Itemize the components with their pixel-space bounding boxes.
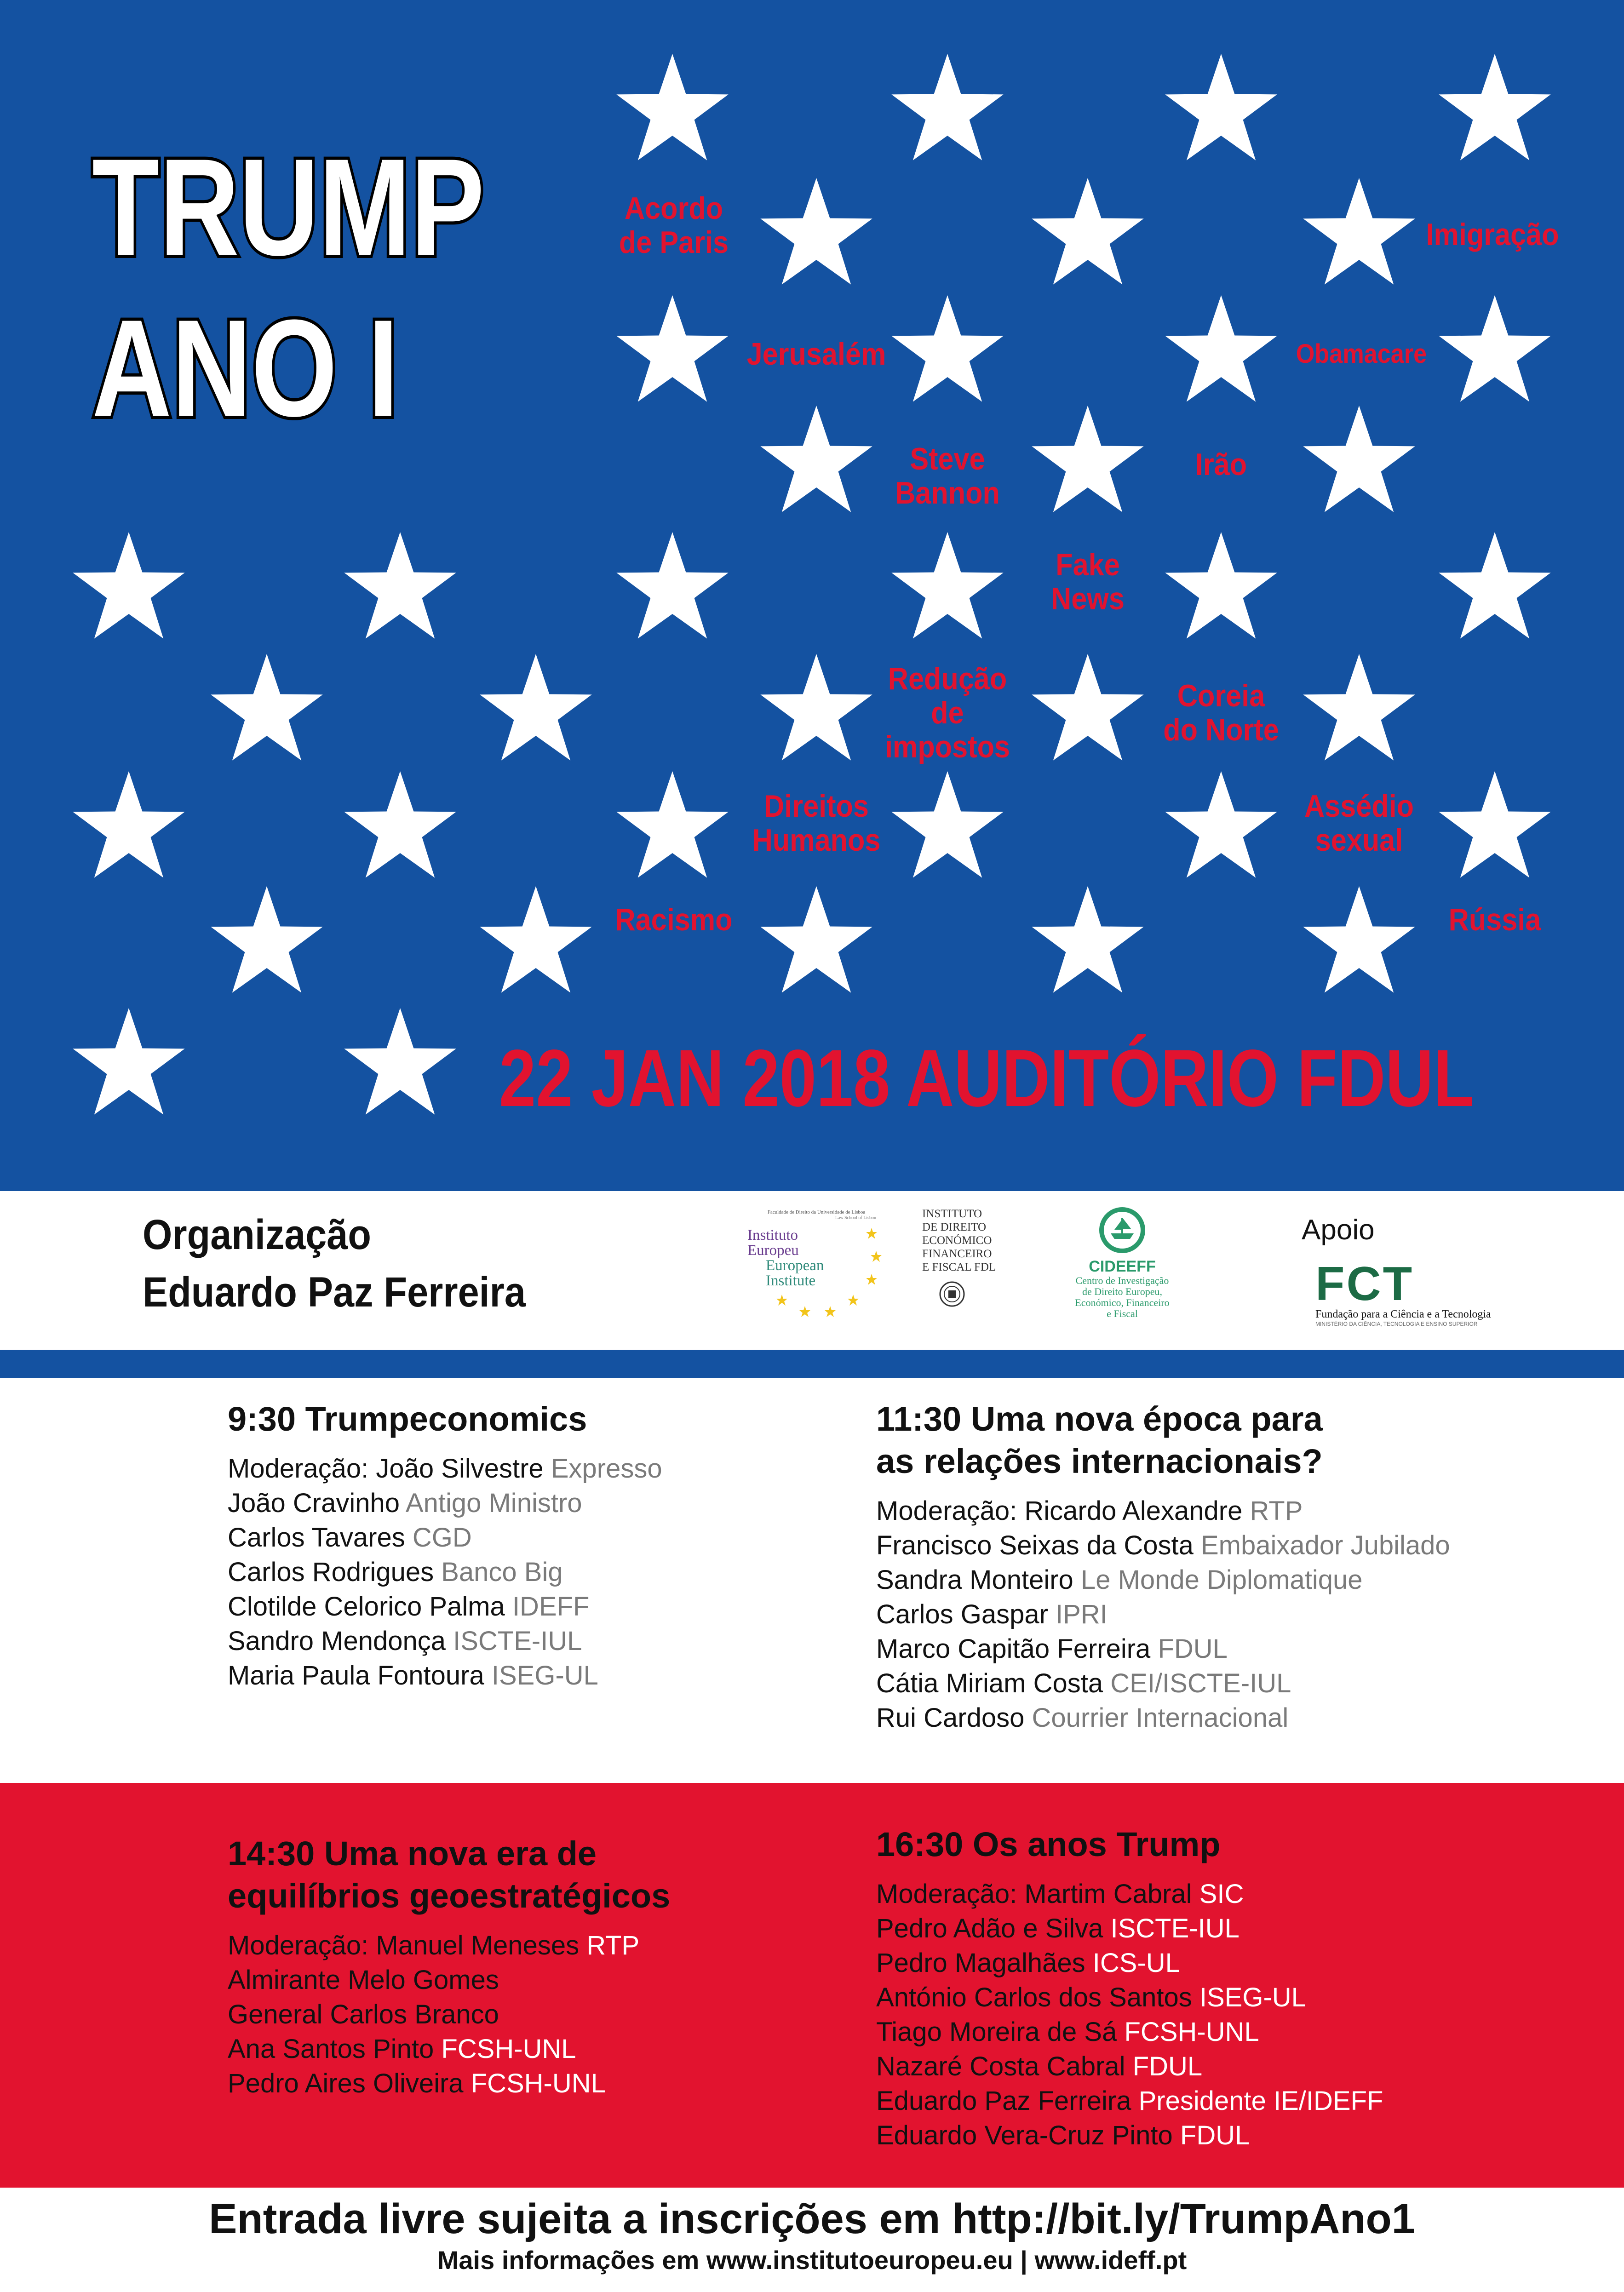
speaker-row: Maria Paula Fontoura ISEG-UL bbox=[228, 1661, 598, 1690]
star-icon bbox=[760, 886, 872, 993]
registration-info: Entrada livre sujeita a inscrições em http://bit.ly/TrumpAno1 bbox=[209, 2195, 1415, 2242]
speaker-row: João Cravinho Antigo Ministro bbox=[228, 1488, 582, 1518]
star-icon bbox=[1303, 178, 1415, 285]
speaker-row: General Carlos Branco bbox=[228, 2000, 499, 2029]
speaker-row: Eduardo Vera-Cruz Pinto FDUL bbox=[876, 2120, 1250, 2150]
instituto-europeu-logo bbox=[747, 1209, 885, 1329]
speaker-row: Ana Santos Pinto FCSH-UNL bbox=[228, 2034, 576, 2064]
star-icon bbox=[73, 771, 184, 878]
topic-label: Obamacare bbox=[1296, 339, 1427, 369]
ideff-logo bbox=[922, 1207, 1000, 1331]
ideff-logo-line: E FISCAL FDL bbox=[922, 1261, 996, 1273]
star-icon bbox=[1165, 54, 1277, 160]
ideff-logo-line: FINANCEIRO bbox=[922, 1248, 992, 1260]
speaker-row: Carlos Tavares CGD bbox=[228, 1523, 472, 1553]
star-icon bbox=[1439, 54, 1550, 160]
cideeff-line: Económico, Financeiro bbox=[1075, 1297, 1170, 1308]
star-icon bbox=[1032, 886, 1143, 993]
ideff-logo-line: ECONÓMICO bbox=[922, 1234, 992, 1247]
topic-label: Fake News bbox=[1051, 547, 1125, 616]
ie-logo-line: Europeu bbox=[747, 1242, 799, 1259]
session-title-line: as relações internacionais? bbox=[876, 1442, 1323, 1480]
organizer-name: Eduardo Paz Ferreira bbox=[143, 1269, 526, 1316]
fct-logo bbox=[1315, 1257, 1509, 1327]
session-title-line: 11:30 Uma nova época para bbox=[876, 1400, 1323, 1438]
star-icon bbox=[1165, 532, 1277, 639]
star-icon bbox=[73, 532, 184, 639]
speaker-row: Francisco Seixas da Costa Embaixador Jubilado bbox=[876, 1530, 1450, 1560]
topic-label: Assédio sexual bbox=[1304, 789, 1414, 858]
session-trumpeconomics bbox=[228, 1398, 662, 1693]
ideff-logo-line: DE DIREITO bbox=[922, 1221, 987, 1233]
speaker-row: Pedro Magalhães ICS-UL bbox=[876, 1948, 1180, 1978]
session-title: 9:30 Trumpeconomics bbox=[228, 1400, 587, 1438]
fct-ministry: MINISTÉRIO DA CIÊNCIA, TECNOLOGIA E ENSINO SUPERIOR bbox=[1315, 1321, 1478, 1327]
topic-label: Jerusalém bbox=[746, 337, 886, 372]
speaker-row: Pedro Adão e Silva ISCTE-IUL bbox=[876, 1914, 1240, 1943]
star-icon bbox=[344, 532, 456, 639]
star-icon bbox=[616, 295, 728, 402]
star-icon bbox=[73, 1008, 184, 1115]
star-icon bbox=[1165, 295, 1277, 402]
speaker-row: Carlos Gaspar IPRI bbox=[876, 1599, 1108, 1629]
star-icon bbox=[760, 406, 872, 512]
topic-label: Coreia do Norte bbox=[1163, 678, 1279, 747]
support-label: Apoio bbox=[1302, 1214, 1375, 1246]
star-icon bbox=[891, 295, 1003, 402]
ie-logo-top: Faculdade de Direito da Universidade de Lisboa bbox=[767, 1209, 866, 1215]
speaker-row: Moderação: Manuel Meneses RTP bbox=[228, 1931, 640, 1960]
topic-label: Irão bbox=[1195, 447, 1247, 482]
star-icon bbox=[344, 771, 456, 878]
star-icon bbox=[891, 771, 1003, 878]
star-icon bbox=[1032, 654, 1143, 761]
seal-icon bbox=[938, 1280, 966, 1308]
session-relacoes-internacionais bbox=[876, 1398, 1450, 1735]
speaker-row: António Carlos dos Santos ISEG-UL bbox=[876, 1983, 1306, 2012]
cideeff-name: CIDEEFF bbox=[1089, 1258, 1156, 1275]
ie-eu-stars-icon bbox=[747, 1209, 885, 1329]
star-icon bbox=[616, 771, 728, 878]
ship-emblem-icon bbox=[1097, 1205, 1148, 1255]
topic-label: Redução de impostos bbox=[884, 661, 1010, 764]
ideff-logo-line: INSTITUTO bbox=[922, 1208, 982, 1220]
speaker-row: Marco Capitão Ferreira FDUL bbox=[876, 1634, 1228, 1664]
star-icon bbox=[480, 886, 591, 993]
session-title-line: equilíbrios geoestratégicos bbox=[228, 1877, 671, 1915]
topic-label: Direitos Humanos bbox=[752, 789, 881, 858]
speaker-row: Rui Cardoso Courrier Internacional bbox=[876, 1703, 1289, 1733]
speaker-row: Nazaré Costa Cabral FDUL bbox=[876, 2051, 1203, 2081]
star-icon bbox=[616, 532, 728, 639]
speaker-row: Moderação: Ricardo Alexandre RTP bbox=[876, 1496, 1303, 1526]
topic-label: Racismo bbox=[615, 902, 733, 937]
speaker-row: Almirante Melo Gomes bbox=[228, 1965, 499, 1995]
organization-label: Organização bbox=[143, 1211, 371, 1258]
topic-label: Acordo de Paris bbox=[619, 191, 729, 260]
cideeff-line: de Direito Europeu, bbox=[1082, 1286, 1163, 1297]
star-icon bbox=[1303, 886, 1415, 993]
fct-acronym: FCT bbox=[1315, 1257, 1414, 1311]
topic-label: Imigração bbox=[1426, 217, 1559, 252]
star-icon bbox=[760, 178, 872, 285]
star-icon bbox=[891, 532, 1003, 639]
star-icon bbox=[1303, 406, 1415, 512]
star-icon bbox=[480, 654, 591, 761]
star-icon bbox=[1032, 178, 1143, 285]
speaker-row: Sandro Mendonça ISCTE-IUL bbox=[228, 1626, 582, 1656]
speaker-row: Eduardo Paz Ferreira Presidente IE/IDEFF bbox=[876, 2086, 1383, 2116]
cideeff-line: e Fiscal bbox=[1107, 1308, 1138, 1319]
star-icon bbox=[211, 886, 322, 993]
speaker-row: Pedro Aires Oliveira FCSH-UNL bbox=[228, 2069, 606, 2098]
ie-logo-line: European bbox=[766, 1257, 824, 1274]
speaker-row: Cátia Miriam Costa CEI/ISCTE-IUL bbox=[876, 1668, 1291, 1698]
star-icon bbox=[1165, 771, 1277, 878]
star-icon bbox=[1439, 532, 1550, 639]
star-icon bbox=[616, 54, 728, 160]
cideeff-line: Centro de Investigação bbox=[1075, 1275, 1169, 1286]
fct-name: Fundação para a Ciência e a Tecnologia bbox=[1315, 1308, 1491, 1320]
star-icon bbox=[1439, 295, 1550, 402]
blue-stripe bbox=[0, 1350, 1624, 1378]
speaker-row: Moderação: João Silvestre Expresso bbox=[228, 1454, 662, 1484]
more-info: Mais informações em www.institutoeuropeu.eu | www.ideff.pt bbox=[437, 2246, 1187, 2275]
title-line-2: ANO I bbox=[92, 291, 399, 445]
session-title-line: 14:30 Uma nova era de bbox=[228, 1834, 597, 1873]
speaker-row: Carlos Rodrigues Banco Big bbox=[228, 1557, 563, 1587]
ie-logo-line: Instituto bbox=[747, 1227, 798, 1243]
cideeff-logo bbox=[1053, 1205, 1191, 1334]
star-icon bbox=[344, 1008, 456, 1115]
speaker-row: Tiago Moreira de Sá FCSH-UNL bbox=[876, 2017, 1259, 2047]
session-geoestrategicos bbox=[228, 1833, 670, 2101]
star-icon bbox=[1439, 771, 1550, 878]
ie-logo-line: Institute bbox=[766, 1272, 816, 1289]
ie-logo-sub: Law School of Lisbon bbox=[835, 1215, 876, 1220]
star-icon bbox=[891, 54, 1003, 160]
session-anos-trump bbox=[876, 1823, 1383, 2153]
speaker-row: Sandra Monteiro Le Monde Diplomatique bbox=[876, 1565, 1363, 1595]
speaker-row: Moderação: Martim Cabral SIC bbox=[876, 1879, 1244, 1909]
star-icon bbox=[1303, 654, 1415, 761]
star-icon bbox=[760, 654, 872, 761]
session-title: 16:30 Os anos Trump bbox=[876, 1825, 1221, 1863]
topic-label: Steve Bannon bbox=[895, 441, 1000, 510]
star-icon bbox=[211, 654, 322, 761]
topic-label: Rússia bbox=[1448, 902, 1541, 937]
star-icon bbox=[1032, 406, 1143, 512]
speaker-row: Clotilde Celorico Palma IDEFF bbox=[228, 1592, 590, 1622]
event-date: 22 JAN 2018 AUDITÓRIO FDUL bbox=[499, 1033, 1474, 1123]
title-line-1: TRUMP bbox=[92, 130, 485, 284]
